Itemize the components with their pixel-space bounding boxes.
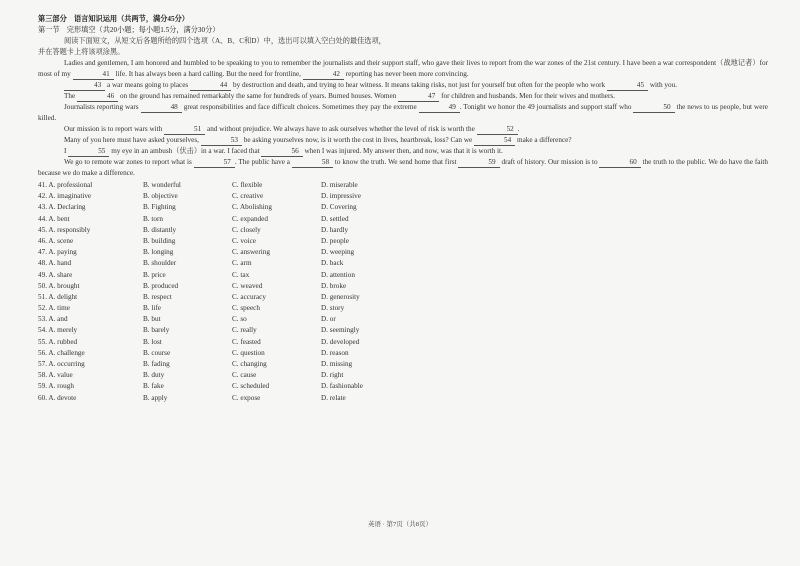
option-b: B. price [143, 270, 166, 279]
blank-51: 51 [164, 125, 205, 135]
option-b: B. but [143, 315, 161, 324]
passage-text: when I was injured. My answer then, and now, was that it is worth it. [302, 147, 503, 155]
option-c: C. really [232, 326, 257, 335]
option-c: C. Abolishing [232, 203, 272, 212]
option-b: B. life [143, 304, 161, 313]
option-a: 43. A. Declaring [38, 203, 86, 212]
option-a: 47. A. paying [38, 248, 77, 257]
option-c: C. accuracy [232, 292, 266, 301]
passage-text: Journalists reporting wars [64, 103, 141, 111]
passage-paragraph [38, 91, 768, 102]
blank-43: 43 [64, 81, 105, 91]
blank-44: 44 [190, 81, 231, 91]
option-b: B. duty [143, 371, 165, 380]
option-a: 58. A. value [38, 371, 73, 380]
passage-text: the truth to the public. We do have the faith because we do make a difference. [38, 158, 768, 177]
option-row [38, 359, 768, 370]
option-c: C. expanded [232, 214, 268, 223]
option-d: D. or [321, 315, 336, 324]
option-c: C. answering [232, 248, 270, 257]
option-b: B. barely [143, 326, 170, 335]
option-a: 51. A. delight [38, 292, 78, 301]
option-a: 52. A. time [38, 304, 70, 313]
passage-text: a war means going to places [105, 81, 191, 89]
option-row [38, 381, 768, 392]
passage-text: be asking yourselves now, is it worth the cost in lives, heartbreak, loss? Can we [241, 136, 475, 144]
option-d: D. back [321, 259, 344, 268]
option-row [38, 202, 768, 213]
passage-text: . [517, 125, 520, 133]
passage-text: The [64, 92, 77, 100]
option-d: D. settled [321, 214, 349, 223]
passage-paragraph [38, 135, 768, 146]
option-d: D. relate [321, 393, 346, 402]
passage-paragraph [38, 146, 768, 157]
option-row [38, 191, 768, 202]
blank-59: 59 [458, 158, 499, 168]
blank-50: 50 [633, 103, 674, 113]
passage-text: my eye in an ambush（伏击）in a war. I faced that [109, 147, 262, 155]
passage-text: and without prejudice. We always have to ask ourselves whether the level of risk is worth the [205, 125, 477, 133]
option-d: D. missing [321, 360, 353, 368]
passage-text: We go to remote war zones to report what is [64, 158, 194, 166]
section-heading: 第一节 完形填空（共20小题；每小题1.5分，满分30分） [38, 26, 220, 34]
option-row [38, 281, 768, 292]
blank-41: 41 [73, 70, 114, 80]
option-d: D. weeping [321, 248, 355, 257]
passage-paragraph [38, 58, 768, 80]
blank-45: 45 [607, 81, 648, 91]
passage-text: draft of history. Our mission is to [499, 158, 600, 166]
option-row [38, 303, 768, 314]
passage-text: Our mission is to report wars with [64, 125, 165, 133]
option-b: B. apply [143, 393, 168, 402]
option-row [38, 370, 768, 381]
option-row [38, 314, 768, 325]
option-d: D. attention [321, 270, 355, 279]
option-d: D. impressive [321, 192, 361, 201]
option-a: 49. A. share [38, 270, 73, 279]
option-a: 56. A. challenge [38, 348, 85, 357]
blank-54: 54 [474, 136, 515, 146]
option-row [38, 258, 768, 269]
option-b: B. respect [143, 292, 172, 301]
option-d: D. people [321, 236, 349, 245]
blank-49: 49 [419, 103, 460, 113]
option-c: C. changing [232, 360, 267, 368]
instruction-line-1: 阅读下面短文，从短文后各题所给的四个选项（A、B、C和D）中，选出可以填入空白处的最佳选项， [64, 37, 386, 45]
option-b: B. building [143, 236, 176, 245]
passage-text: reporting has never been more convincing. [343, 70, 469, 78]
option-c: C. question [232, 348, 265, 357]
blank-47: 47 [398, 92, 439, 102]
option-row [38, 247, 768, 258]
instruction-line-2: 并在答题卡上将该项涂黑。 [38, 48, 125, 56]
blank-57: 57 [194, 158, 235, 168]
option-d: D. miserable [321, 181, 358, 189]
option-row [38, 393, 768, 404]
option-d: D. story [321, 304, 345, 313]
option-d: D. seemingly [321, 326, 360, 335]
option-d: D. hardly [321, 225, 349, 234]
page-footer: 英语 · 第7页（共8页） [368, 521, 432, 528]
passage-text: . Tonight we honor the 49 journalists and support staff who [459, 103, 634, 111]
passage-text: to know the truth. We send home that first [333, 158, 459, 166]
option-c: C. scheduled [232, 382, 270, 391]
option-row [38, 348, 768, 359]
option-a: 55. A. rubbed [38, 337, 78, 346]
passage-paragraph [38, 80, 768, 91]
option-b: B. produced [143, 281, 179, 290]
option-row [38, 292, 768, 303]
options-table [38, 180, 768, 404]
passage-text: I [64, 147, 69, 155]
passage-text: make a difference? [515, 136, 572, 144]
option-c: C. flexible [232, 181, 263, 189]
option-c: C. cause [232, 371, 257, 380]
option-b: B. lost [143, 337, 162, 346]
option-b: B. objective [143, 192, 178, 201]
passage-text: Ladies and gentlemen, I am honored and humbled to be speaking to you to remember the journalists and their support staff, who gave their lives to report from the war zones of the 21st century. I have been a war correspondent（战地记者）for most of my [38, 59, 768, 78]
option-a: 53. A. and [38, 315, 68, 324]
option-d: D. right [321, 371, 344, 380]
passage-text: for children and husbands. Men for their wives and mothers. [439, 92, 615, 100]
option-a: 59. A. rough [38, 382, 74, 391]
passage-text: the news to us people, but were killed. [38, 103, 768, 122]
option-d: D. fashionable [321, 382, 363, 391]
option-d: D. reason [321, 348, 349, 357]
option-b: B. fake [143, 382, 164, 391]
blank-56: 56 [261, 147, 302, 157]
option-row [38, 214, 768, 225]
option-row [38, 236, 768, 247]
option-row [38, 180, 768, 191]
option-c: C. closely [232, 225, 261, 234]
option-b: B. course [143, 348, 171, 357]
option-a: 48. A. hand [38, 259, 72, 268]
option-d: D. broke [321, 281, 347, 290]
option-row [38, 337, 768, 348]
option-c: C. so [232, 315, 247, 324]
passage-text: by destruction and death, and trying to hear witness. It means taking risks, not just for yourself but often for the people who work [231, 81, 607, 89]
option-a: 42. A. imaginative [38, 192, 92, 201]
blank-52: 52 [477, 125, 518, 135]
option-row [38, 325, 768, 336]
option-c: C. weaved [232, 281, 263, 290]
passage-paragraph [38, 157, 768, 179]
option-c: C. expose [232, 393, 261, 402]
passage-text: great responsibilities and face difficult choices. Sometimes they pay the extreme [181, 103, 419, 111]
passage-text: with you. [648, 81, 678, 89]
option-b: B. wonderful [143, 181, 181, 189]
part-heading: 第三部分 语言知识运用（共两节，满分45分） [38, 15, 189, 23]
option-b: B. torn [143, 214, 163, 223]
blank-58: 58 [292, 158, 333, 168]
option-b: B. shoulder [143, 259, 177, 268]
option-d: D. Covering [321, 203, 357, 212]
passage-text: on the ground has remained remarkably the same for hundreds of years. Burned houses. Women [118, 92, 399, 100]
blank-55: 55 [68, 147, 109, 157]
option-d: D. developed [321, 337, 360, 346]
option-c: C. tax [232, 270, 250, 279]
blank-53: 53 [201, 136, 242, 146]
option-b: B. Fighting [143, 203, 176, 212]
option-b: B. distantly [143, 225, 177, 234]
option-a: 44. A. bent [38, 214, 70, 223]
passage-text: . The public have a [234, 158, 292, 166]
option-b: B. fading [143, 360, 170, 368]
option-c: C. arm [232, 259, 252, 268]
passage-paragraph [38, 102, 768, 124]
option-c: C. creative [232, 192, 264, 201]
cloze-passage [38, 58, 768, 179]
option-c: C. feasted [232, 337, 261, 346]
option-a: 50. A. brought [38, 281, 80, 290]
option-a: 45. A. responsibly [38, 225, 91, 234]
option-a: 60. A. devote [38, 393, 77, 402]
option-a: 57. A. occurring [38, 360, 85, 368]
option-b: B. longing [143, 248, 174, 257]
option-a: 46. A. scene [38, 236, 74, 245]
blank-48: 48 [141, 103, 182, 113]
option-row [38, 225, 768, 236]
option-a: 41. A. professional [38, 181, 93, 189]
blank-42: 42 [303, 70, 344, 80]
passage-text: life. It has always been a hard calling. But the need for frontline, [113, 70, 303, 78]
passage-text: Many of you here must have asked yourselves, [64, 136, 201, 144]
option-row [38, 270, 768, 281]
page-content [38, 14, 768, 404]
option-c: C. voice [232, 236, 256, 245]
option-a: 54. A. merely [38, 326, 78, 335]
blank-46: 46 [77, 92, 118, 102]
option-d: D. generosity [321, 292, 360, 301]
option-c: C. speech [232, 304, 260, 313]
passage-paragraph [38, 124, 768, 135]
blank-60: 60 [599, 158, 640, 168]
